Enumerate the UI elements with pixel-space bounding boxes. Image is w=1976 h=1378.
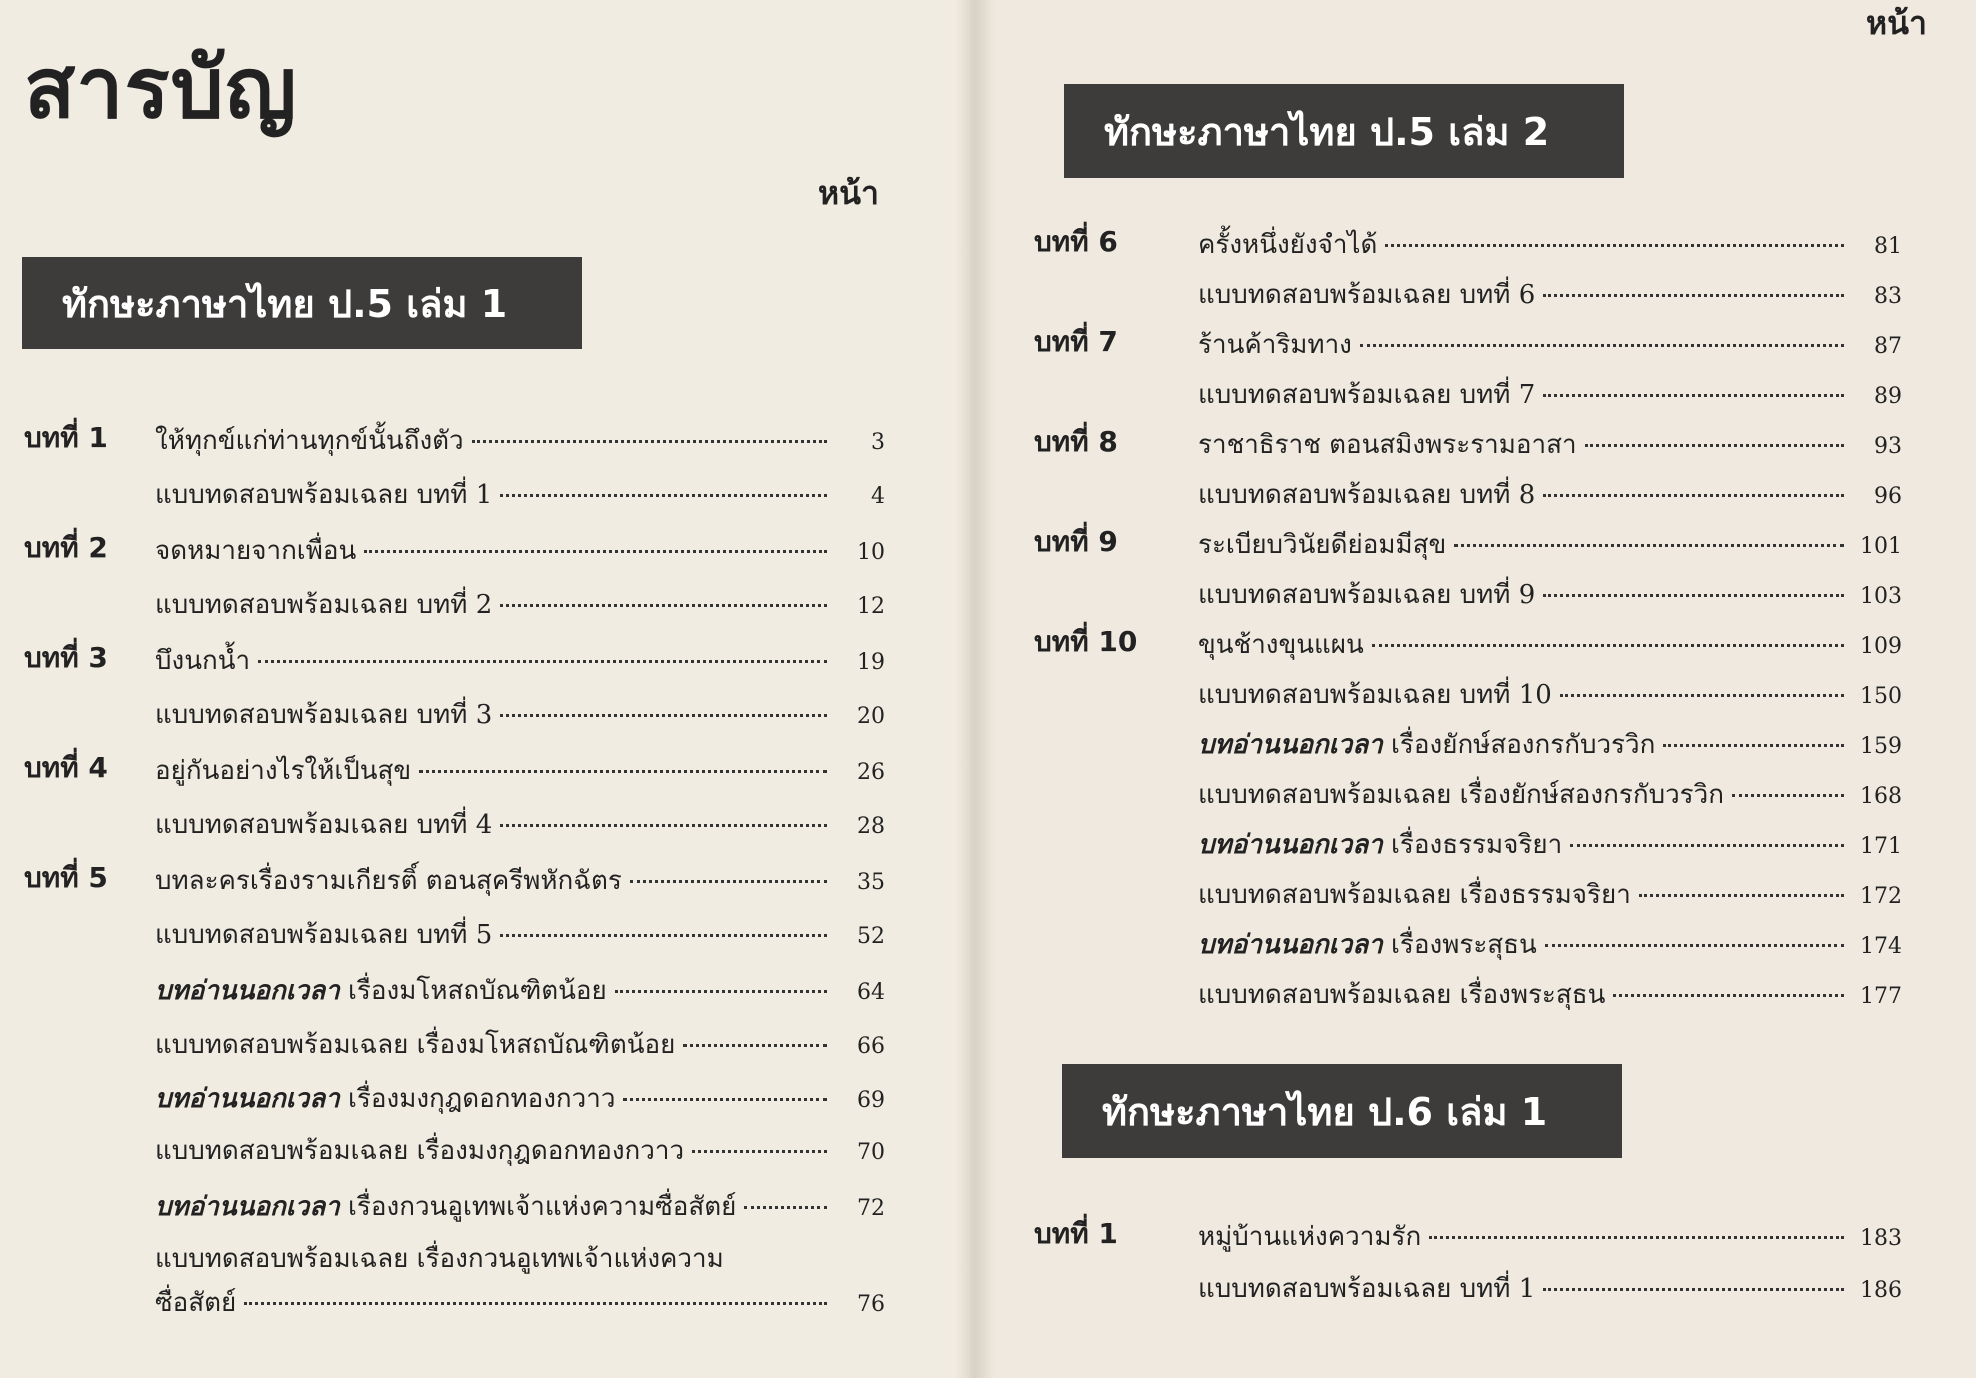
toc-entry bbox=[1198, 1268, 1902, 1309]
entry-title bbox=[1198, 574, 1535, 615]
toc-entry bbox=[1034, 424, 1902, 465]
entry-title-text: แบบทดสอบพร้อมเฉลย เรื่องมโหสถบัณฑิตน้อย bbox=[155, 1030, 676, 1060]
dot-leader bbox=[419, 770, 827, 773]
page-number: 159 bbox=[1860, 734, 1902, 759]
chapter-number: บทที่ 10 bbox=[1034, 625, 1138, 658]
page-number: 168 bbox=[1860, 784, 1902, 809]
toc-entry bbox=[155, 1024, 885, 1065]
entry-title bbox=[1198, 1268, 1535, 1309]
entry-title-text: เรื่องมโหสถบัณฑิตน้อย bbox=[348, 976, 607, 1006]
toc-entry bbox=[155, 804, 885, 845]
toc-entry bbox=[155, 584, 885, 625]
chapter-number: บทที่ 1 bbox=[1034, 1217, 1118, 1250]
toc-entry bbox=[1034, 1216, 1902, 1257]
entry-title-text: แบบทดสอบพร้อมเฉลย บทที่ 1 bbox=[155, 480, 493, 510]
entry-title-text: แบบทดสอบพร้อมเฉลย เรื่องมงกุฎดอกทองกวาว bbox=[155, 1136, 685, 1166]
entry-title bbox=[155, 1282, 236, 1323]
toc-entry bbox=[1034, 224, 1902, 265]
chapter-number: บทที่ 1 bbox=[24, 421, 108, 454]
entry-title-text: แบบทดสอบพร้อมเฉลย บทที่ 9 bbox=[1198, 580, 1536, 610]
dot-leader bbox=[1543, 494, 1844, 497]
page-number: 186 bbox=[1860, 1278, 1902, 1303]
entry-title bbox=[1198, 324, 1352, 365]
entry-title-text: บทละครเรื่องรามเกียรติ์ ตอนสุครีพหักฉัตร bbox=[155, 866, 622, 896]
dot-leader bbox=[244, 1302, 827, 1305]
entry-title-text: ร้านค้าริมทาง bbox=[1198, 330, 1352, 360]
page-number: 69 bbox=[857, 1088, 885, 1113]
entry-title bbox=[1198, 524, 1446, 565]
entry-title-text: ราชาธิราช ตอนสมิงพระรามอาสา bbox=[1198, 430, 1577, 460]
dot-leader bbox=[472, 440, 827, 443]
chapter-number: บทที่ 8 bbox=[1034, 425, 1118, 458]
entry-title-text: แบบทดสอบพร้อมเฉลย บทที่ 4 bbox=[155, 810, 493, 840]
toc-entry bbox=[155, 914, 885, 955]
extra-reading-label: บทอ่านนอกเวลา bbox=[155, 976, 340, 1006]
chapter-number: บทที่ 5 bbox=[24, 861, 108, 894]
dot-leader bbox=[258, 660, 827, 663]
entry-title-text: แบบทดสอบพร้อมเฉลย เรื่องธรรมจริยา bbox=[1198, 880, 1631, 910]
page-number: 28 bbox=[857, 814, 885, 839]
toc-entry bbox=[24, 750, 885, 791]
toc-entry bbox=[155, 694, 885, 735]
entry-title bbox=[155, 640, 250, 681]
dot-leader bbox=[1560, 694, 1844, 697]
entry-title-text: เรื่องยักษ์สองกรกับวรวิก bbox=[1391, 730, 1656, 760]
page-number: 177 bbox=[1860, 984, 1902, 1009]
dot-leader bbox=[1639, 894, 1844, 897]
dot-leader bbox=[1545, 944, 1844, 947]
entry-title-text: บึงนกน้ำ bbox=[155, 646, 251, 676]
entry-title bbox=[1198, 374, 1535, 415]
dot-leader bbox=[364, 550, 827, 553]
dot-leader bbox=[500, 824, 827, 827]
chapter-number: บทที่ 6 bbox=[1034, 225, 1118, 258]
entry-title bbox=[155, 420, 464, 461]
volume-banner-p5-1: ทักษะภาษาไทย ป.5 เล่ม 1 bbox=[22, 257, 582, 349]
volume-banner-p5-2: ทักษะภาษาไทย ป.5 เล่ม 2 bbox=[1064, 84, 1624, 178]
entry-title bbox=[1198, 224, 1377, 265]
page-number: 12 bbox=[857, 594, 885, 619]
entry-title-text: ซื่อสัตย์ bbox=[155, 1288, 237, 1318]
entry-title-text: หมู่บ้านแห่งความรัก bbox=[1198, 1222, 1422, 1252]
dot-leader bbox=[1454, 544, 1844, 547]
dot-leader bbox=[1360, 344, 1844, 347]
entry-title bbox=[155, 1078, 615, 1119]
entry-title bbox=[155, 804, 492, 845]
extra-reading-label: บทอ่านนอกเวลา bbox=[1198, 930, 1383, 960]
dot-leader bbox=[1543, 394, 1844, 397]
dot-leader bbox=[500, 604, 827, 607]
entry-title bbox=[155, 914, 492, 955]
toc-entry bbox=[1198, 574, 1902, 615]
entry-title-text: อยู่กันอย่างไรให้เป็นสุข bbox=[155, 756, 412, 786]
dot-leader bbox=[500, 934, 827, 937]
toc-entry bbox=[1198, 674, 1902, 715]
dot-leader bbox=[1585, 444, 1844, 447]
page-number: 19 bbox=[857, 650, 885, 675]
entry-title bbox=[155, 1186, 736, 1227]
entry-title bbox=[155, 584, 492, 625]
chapter-number: บทที่ 3 bbox=[24, 641, 108, 674]
entry-title-text: ขุนช้างขุนแผน bbox=[1198, 630, 1364, 660]
entry-title bbox=[155, 530, 356, 571]
dot-leader bbox=[500, 494, 827, 497]
entry-title bbox=[1198, 824, 1562, 865]
chapter-number: บทที่ 4 bbox=[24, 751, 108, 784]
entry-title bbox=[1198, 774, 1724, 815]
book-gutter bbox=[955, 0, 995, 1378]
entry-title bbox=[155, 474, 492, 515]
toc-entry bbox=[155, 970, 885, 1011]
toc-entry bbox=[1198, 474, 1902, 515]
page-number: 171 bbox=[1860, 834, 1902, 859]
dot-leader bbox=[500, 714, 827, 717]
toc-entry bbox=[1034, 324, 1902, 365]
toc-entry bbox=[1198, 874, 1902, 915]
toc-entry bbox=[24, 530, 885, 571]
entry-title bbox=[1198, 924, 1537, 965]
page-number: 66 bbox=[857, 1034, 885, 1059]
page-number: 70 bbox=[857, 1140, 885, 1165]
entry-title-text: ให้ทุกข์แก่ท่านทุกข์นั้นถึงตัว bbox=[155, 426, 464, 456]
dot-leader bbox=[630, 880, 827, 883]
entry-title-text: เรื่องกวนอูเทพเจ้าแห่งความซื่อสัตย์ bbox=[348, 1192, 737, 1222]
dot-leader bbox=[1663, 744, 1844, 747]
page-number: 96 bbox=[1874, 484, 1902, 509]
entry-title-text: แบบทดสอบพร้อมเฉลย บทที่ 6 bbox=[1198, 280, 1536, 310]
page-number: 3 bbox=[871, 430, 885, 455]
page-number: 4 bbox=[871, 484, 885, 509]
entry-title-text: ระเบียบวินัยดีย่อมมีสุข bbox=[1198, 530, 1447, 560]
page-number: 81 bbox=[1874, 234, 1902, 259]
entry-title-text: แบบทดสอบพร้อมเฉลย บทที่ 2 bbox=[155, 590, 493, 620]
entry-title bbox=[1198, 274, 1535, 315]
toc-entry bbox=[155, 474, 885, 515]
page-number: 93 bbox=[1874, 434, 1902, 459]
entry-title bbox=[155, 860, 622, 901]
toc-entry bbox=[1198, 724, 1902, 765]
entry-title-text: จดหมายจากเพื่อน bbox=[155, 536, 357, 566]
entry-title bbox=[1198, 474, 1535, 515]
dot-leader bbox=[623, 1098, 827, 1101]
toc-entry bbox=[1034, 524, 1902, 565]
extra-reading-label: บทอ่านนอกเวลา bbox=[1198, 830, 1383, 860]
page-number: 26 bbox=[857, 760, 885, 785]
page-column-label-right: หน้า bbox=[1866, 4, 1927, 42]
toc-entry bbox=[1198, 824, 1902, 865]
dot-leader bbox=[744, 1206, 827, 1209]
dot-leader bbox=[683, 1044, 827, 1047]
page-number: 172 bbox=[1860, 884, 1902, 909]
page-number: 183 bbox=[1860, 1226, 1902, 1251]
entry-title-text: แบบทดสอบพร้อมเฉลย บทที่ 3 bbox=[155, 700, 493, 730]
dot-leader bbox=[692, 1150, 827, 1153]
dot-leader bbox=[1732, 794, 1844, 797]
entry-title-text: เรื่องมงกุฎดอกทองกวาว bbox=[348, 1084, 616, 1114]
toc-entry bbox=[24, 640, 885, 681]
dot-leader bbox=[1385, 244, 1844, 247]
page-number: 174 bbox=[1860, 934, 1902, 959]
toc-entry bbox=[1198, 924, 1902, 965]
toc-entry bbox=[155, 1238, 885, 1279]
entry-title-text: เรื่องพระสุธน bbox=[1391, 930, 1537, 960]
right-page bbox=[970, 0, 1976, 1378]
extra-reading-label: บทอ่านนอกเวลา bbox=[155, 1192, 340, 1222]
dot-leader bbox=[615, 990, 827, 993]
entry-title bbox=[1198, 424, 1577, 465]
toc-entry bbox=[1198, 374, 1902, 415]
entry-title-text: แบบทดสอบพร้อมเฉลย เรื่องยักษ์สองกรกับวรวิก bbox=[1198, 780, 1724, 810]
page-number: 87 bbox=[1874, 334, 1902, 359]
entry-title-text: เรื่องธรรมจริยา bbox=[1391, 830, 1563, 860]
left-page bbox=[0, 0, 970, 1378]
toc-entry bbox=[1198, 774, 1902, 815]
entry-title-text: แบบทดสอบพร้อมเฉลย บทที่ 8 bbox=[1198, 480, 1536, 510]
dot-leader bbox=[1372, 644, 1844, 647]
page-number: 101 bbox=[1860, 534, 1902, 559]
page-number: 64 bbox=[857, 980, 885, 1005]
page-number: 83 bbox=[1874, 284, 1902, 309]
dot-leader bbox=[1543, 294, 1844, 297]
entry-title bbox=[155, 1024, 675, 1065]
toc-entry bbox=[24, 860, 885, 901]
entry-title bbox=[1198, 724, 1655, 765]
entry-title bbox=[155, 694, 492, 735]
extra-reading-label: บทอ่านนอกเวลา bbox=[1198, 730, 1383, 760]
entry-title bbox=[155, 750, 411, 791]
toc-entry bbox=[155, 1130, 885, 1171]
toc-entry bbox=[1198, 274, 1902, 315]
entry-title bbox=[1198, 624, 1364, 665]
toc-entry bbox=[155, 1078, 885, 1119]
dot-leader bbox=[1429, 1236, 1844, 1239]
entry-title-text: ครั้งหนึ่งยังจำได้ bbox=[1198, 230, 1378, 260]
page-number: 72 bbox=[857, 1196, 885, 1221]
page-number: 20 bbox=[857, 704, 885, 729]
page-number: 10 bbox=[857, 540, 885, 565]
page-column-label: หน้า bbox=[818, 174, 879, 212]
page-number: 150 bbox=[1860, 684, 1902, 709]
entry-title-text: แบบทดสอบพร้อมเฉลย บทที่ 7 bbox=[1198, 380, 1536, 410]
chapter-number: บทที่ 2 bbox=[24, 531, 108, 564]
entry-title-text: แบบทดสอบพร้อมเฉลย บทที่ 10 bbox=[1198, 680, 1552, 710]
page-number: 103 bbox=[1860, 584, 1902, 609]
entry-title bbox=[155, 1238, 724, 1279]
entry-title bbox=[1198, 974, 1605, 1015]
page-number: 76 bbox=[857, 1292, 885, 1317]
entry-title-text: แบบทดสอบพร้อมเฉลย เรื่องกวนอูเทพเจ้าแห่งความ bbox=[155, 1244, 724, 1274]
entry-title bbox=[155, 1130, 684, 1171]
dot-leader bbox=[1543, 594, 1844, 597]
dot-leader bbox=[1543, 1288, 1844, 1291]
page-number: 89 bbox=[1874, 384, 1902, 409]
chapter-number: บทที่ 7 bbox=[1034, 325, 1118, 358]
page-number: 52 bbox=[857, 924, 885, 949]
entry-title-text: แบบทดสอบพร้อมเฉลย เรื่องพระสุธน bbox=[1198, 980, 1606, 1010]
toc-entry bbox=[1034, 624, 1902, 665]
toc-entry bbox=[1198, 974, 1902, 1015]
page-number: 109 bbox=[1860, 634, 1902, 659]
page-title: สารบัญ bbox=[24, 39, 298, 137]
toc-entry bbox=[24, 420, 885, 461]
toc-entry bbox=[155, 1186, 885, 1227]
page-number: 35 bbox=[857, 870, 885, 895]
toc-entry bbox=[155, 1282, 885, 1323]
chapter-number: บทที่ 9 bbox=[1034, 525, 1118, 558]
dot-leader bbox=[1570, 844, 1844, 847]
extra-reading-label: บทอ่านนอกเวลา bbox=[155, 1084, 340, 1114]
entry-title bbox=[155, 970, 607, 1011]
entry-title-text: แบบทดสอบพร้อมเฉลย บทที่ 5 bbox=[155, 920, 493, 950]
dot-leader bbox=[1613, 994, 1844, 997]
entry-title bbox=[1198, 674, 1552, 715]
volume-banner-p6-1: ทักษะภาษาไทย ป.6 เล่ม 1 bbox=[1062, 1064, 1622, 1158]
entry-title bbox=[1198, 874, 1631, 915]
entry-title bbox=[1198, 1216, 1421, 1257]
entry-title-text: แบบทดสอบพร้อมเฉลย บทที่ 1 bbox=[1198, 1274, 1536, 1304]
